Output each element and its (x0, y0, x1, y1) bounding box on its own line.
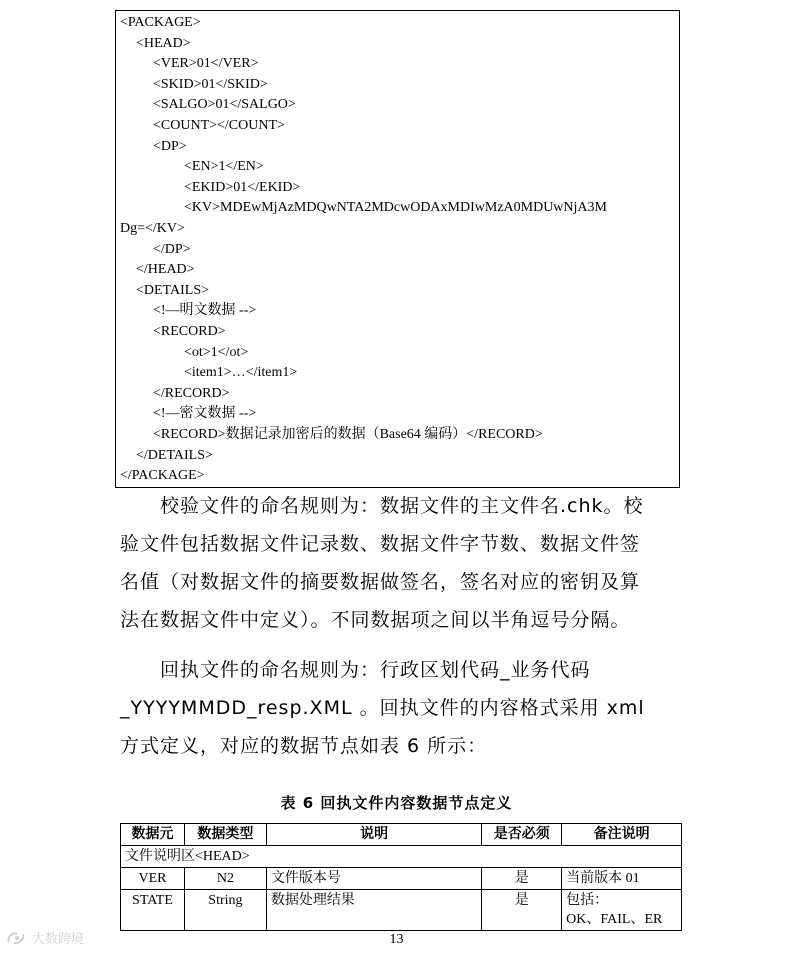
paragraph-line: 回执文件的命名规则为：行政区划代码_业务代码 (120, 659, 591, 681)
table-header-row (121, 824, 682, 846)
code-line: </HEAD> (136, 262, 195, 278)
code-line: <EN>1</EN> (184, 159, 264, 175)
paragraph-line: 方式定义，对应的数据节点如表 6 所示： (120, 735, 488, 757)
xml-code-box (115, 10, 680, 488)
watermark-text: 大数跨境 (32, 932, 85, 947)
table-cell: 当前版本 01 (562, 868, 682, 890)
table-section-row (121, 846, 682, 868)
code-line: </DETAILS> (136, 447, 213, 463)
column-header: 备注说明 (562, 824, 682, 846)
code-line: <COUNT></COUNT> (153, 118, 285, 133)
code-line: <RECORD>数据记录加密后的数据（Base64 编码）</RECORD> (153, 427, 543, 442)
receipt-node-table (120, 823, 682, 931)
table-cell: String (184, 890, 266, 931)
checksum-file-paragraph (120, 487, 680, 639)
code-line: <DP> (153, 138, 187, 154)
code-line: <KV>MDEwMjAzMDQwNTA2MDcwODAxMDIwMzA0MDUwNjA3M (184, 200, 607, 216)
code-line: <SALGO>01</SALGO> (153, 97, 296, 113)
page-number: 13 (389, 932, 404, 947)
table-cell: 是 (482, 890, 562, 931)
code-line: <!—明文数据 --> (153, 303, 257, 319)
code-line: <VER>01</VER> (153, 56, 259, 72)
column-header: 是否必须 (482, 824, 562, 846)
code-line: Dg=</KV> (120, 221, 185, 236)
code-line: <DETAILS> (136, 282, 209, 298)
code-line: </DP> (153, 241, 191, 257)
code-line: <HEAD> (136, 35, 191, 51)
table-cell: 是 (482, 868, 562, 890)
section-label: 文件说明区<HEAD> (121, 846, 682, 868)
table-cell: N2 (184, 868, 266, 890)
column-header: 数据类型 (184, 824, 266, 846)
paragraph-line: 名值（对数据文件的摘要数据做签名，签名对应的密钥及算 (120, 571, 641, 593)
code-line: <!—密文数据 --> (153, 406, 257, 422)
table-cell: 数据处理结果 (266, 890, 481, 931)
table-caption: 表 6 回执文件内容数据节点定义 (280, 794, 513, 812)
table-cell: VER (121, 868, 185, 890)
code-line: <EKID>01</EKID> (184, 179, 301, 195)
code-line: <item1>…</item1> (184, 365, 298, 381)
note-line: 包括： (566, 893, 609, 908)
column-header: 说明 (266, 824, 481, 846)
code-line: <ot>1</ot> (184, 344, 249, 360)
paragraph-line: 法在数据文件中定义）。不同数据项之间以半角逗号分隔。 (120, 609, 631, 631)
code-line: <PACKAGE> (120, 15, 201, 30)
paragraph-line: 验文件包括数据文件记录数、数据文件字节数、数据文件签 (120, 533, 641, 555)
note-line: OK、FAIL、ER (566, 912, 663, 927)
table-cell: 文件版本号 (266, 868, 481, 890)
watermark-logo-icon (6, 930, 28, 946)
receipt-file-paragraph (120, 651, 680, 765)
table-cell (562, 890, 682, 931)
code-line: <RECORD> (153, 324, 226, 339)
paragraph-line: 校验文件的命名规则为：数据文件的主文件名.chk。校 (120, 495, 644, 517)
watermark (6, 928, 84, 947)
table-row (121, 890, 682, 931)
code-line: </PACKAGE> (120, 468, 205, 484)
code-line: <SKID>01</SKID> (153, 76, 268, 92)
table-cell: STATE (121, 890, 185, 931)
paragraph-line: _YYYYMMDD_resp.XML 。回执文件的内容格式采用 xml (120, 697, 645, 719)
column-header: 数据元 (121, 824, 185, 846)
code-line: </RECORD> (153, 385, 230, 401)
table-row (121, 868, 682, 890)
